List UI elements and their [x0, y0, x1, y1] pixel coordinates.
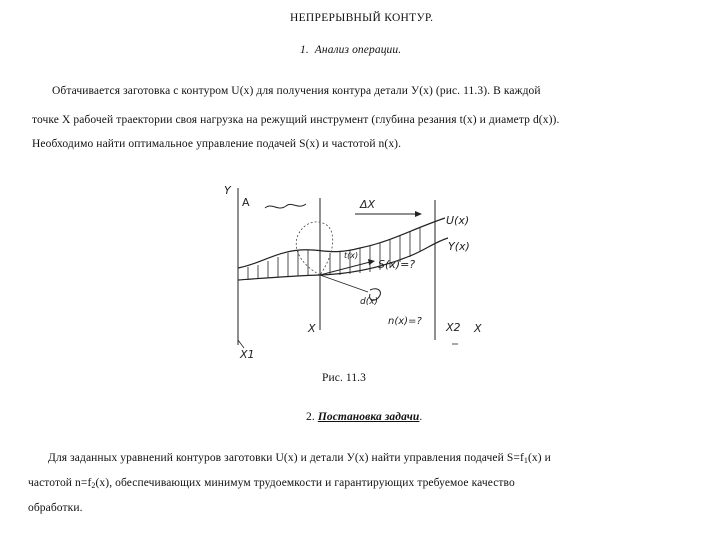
label-nx: n(x)=?: [388, 316, 422, 327]
paragraph-line: Необходимо найти оптимальное управление подачей S(x) и частотой n(x).: [32, 138, 402, 150]
delta-x-arrowhead: [415, 211, 422, 217]
label-dx: d(x): [360, 297, 379, 307]
label-y: Y: [224, 184, 231, 197]
section-number: 2.: [306, 411, 315, 423]
section-heading-analysis: [300, 44, 401, 56]
paragraph-line: частотой $n=f_2(x)$, обеспечивающих минимум трудоемкости и гарантирующих требуемое качество: [28, 477, 515, 490]
part-contour-yx: [238, 238, 448, 280]
feed-arrowhead: [368, 259, 375, 265]
paragraph-line: обработки.: [28, 502, 83, 514]
label-ux: U(x): [446, 214, 470, 227]
section-number: 1.: [300, 44, 309, 56]
section-label: Постановка задачи: [317, 411, 420, 423]
paragraph-line: точке X рабочей траектории своя нагрузка на режущий инструмент (глубина резания t(x) и диаметр d(x)).: [32, 114, 560, 126]
cutting-tool-outline: [296, 222, 332, 275]
document-title: НЕПРЕРЫВНЫЙ КОНТУР.: [290, 12, 434, 24]
section-heading-problem: [306, 411, 422, 423]
label-x1: X1: [240, 348, 255, 361]
label-delta-x: ΔX: [360, 198, 376, 211]
cut-layer-hatching: [248, 228, 420, 280]
paragraph-line: Для заданных уравнений контуров заготовки U(x) и детали У(x) найти управления подачей $S=f_1(x)$ и: [48, 452, 551, 465]
label-x2: X2: [446, 321, 461, 334]
label-sx: S(x)=?: [378, 258, 416, 271]
wavy-line: [265, 204, 306, 208]
label-x-end: X: [474, 322, 482, 335]
paragraph-line: Обтачивается заготовка с контуром U(x) для получения контура детали У(x) (рис. 11.3). В каждой: [52, 85, 541, 97]
label-tx: t(x): [344, 251, 359, 260]
contour-figure: [220, 180, 510, 365]
label-yx: Y(x): [448, 240, 470, 253]
figure-caption: Рис. 11.3: [322, 372, 367, 384]
section-label: Анализ операции.: [314, 44, 402, 56]
label-x: X: [308, 322, 316, 335]
label-a: A: [242, 196, 250, 209]
section-end: .: [419, 411, 423, 423]
diameter-line: [320, 275, 368, 292]
